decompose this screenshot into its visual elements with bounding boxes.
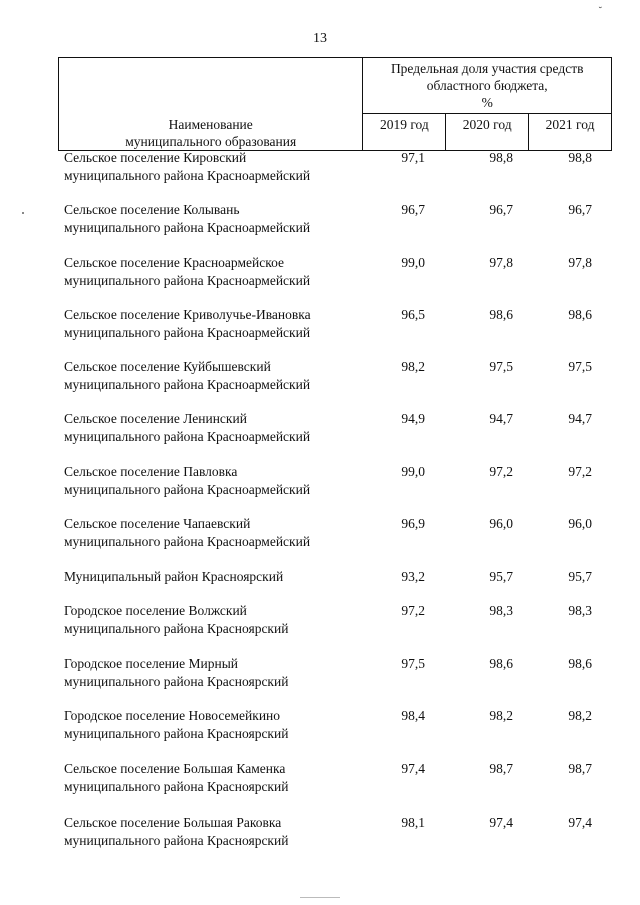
row-name-line: муниципального района Красноармейский bbox=[64, 428, 311, 444]
row-name-line: муниципального района Красноармейский bbox=[64, 376, 311, 392]
row-value-2019: 97,5 bbox=[401, 656, 425, 671]
table-row bbox=[64, 410, 624, 445]
row-value-2020: 98,2 bbox=[489, 708, 513, 723]
row-value-2019: 99,0 bbox=[401, 464, 425, 479]
column-header-share-line-2: областного бюджета, bbox=[426, 78, 548, 93]
table-row bbox=[64, 814, 624, 849]
row-name-line: Сельское поселение Ленинский bbox=[64, 411, 247, 426]
column-header-2021: 2021 год bbox=[529, 114, 612, 151]
scan-mark: ˘ bbox=[598, 6, 602, 17]
row-value-2019: 96,7 bbox=[401, 202, 425, 217]
table-row bbox=[64, 201, 624, 236]
row-value-2019: 97,4 bbox=[401, 761, 425, 776]
row-name bbox=[64, 602, 364, 637]
row-value-2021: 96,7 bbox=[568, 202, 592, 217]
row-value-2020: 96,0 bbox=[489, 516, 513, 531]
row-value-2020: 97,2 bbox=[489, 464, 513, 479]
row-value-2021: 97,4 bbox=[568, 815, 592, 830]
row-value-2020: 95,7 bbox=[489, 569, 513, 584]
row-name bbox=[64, 358, 364, 393]
column-header-name-line-1: Наименование bbox=[168, 117, 253, 132]
row-name bbox=[64, 306, 364, 341]
row-name bbox=[64, 760, 364, 795]
table-row bbox=[64, 568, 624, 586]
row-value-2020: 98,6 bbox=[489, 307, 513, 322]
row-name-line: Сельское поселение Павловка bbox=[64, 464, 238, 479]
column-header-name bbox=[59, 58, 363, 151]
row-name-line: муниципального района Красноярский bbox=[64, 832, 289, 848]
row-name-line: муниципального района Красноармейский bbox=[64, 533, 311, 549]
row-value-2021: 98,7 bbox=[568, 761, 592, 776]
table-row bbox=[64, 655, 624, 690]
row-name-line: Сельское поселение Куйбышевский bbox=[64, 359, 271, 374]
row-value-2019: 98,2 bbox=[401, 359, 425, 374]
row-value-2021: 97,8 bbox=[568, 255, 592, 270]
row-name-line: муниципального района Красноармейский bbox=[64, 272, 311, 288]
row-name bbox=[64, 410, 364, 445]
table-row bbox=[64, 149, 624, 184]
row-value-2021: 98,6 bbox=[568, 656, 592, 671]
table-row bbox=[64, 760, 624, 795]
row-value-2021: 97,5 bbox=[568, 359, 592, 374]
table-row bbox=[64, 515, 624, 550]
table-row bbox=[64, 358, 624, 393]
row-name-line: Сельское поселение Чапаевский bbox=[64, 516, 251, 531]
table-row bbox=[64, 463, 624, 498]
table-row bbox=[64, 254, 624, 289]
row-name-line: муниципального района Красноярский bbox=[64, 778, 289, 794]
page-number: 13 bbox=[313, 31, 327, 46]
row-value-2020: 97,4 bbox=[489, 815, 513, 830]
row-name-line: муниципального района Красноармейский bbox=[64, 219, 311, 235]
row-name-line: Сельское поселение Криволучье-Ивановка bbox=[64, 307, 311, 322]
row-value-2020: 97,8 bbox=[489, 255, 513, 270]
row-name-line: муниципального района Красноармейский bbox=[64, 167, 311, 183]
row-value-2020: 98,6 bbox=[489, 656, 513, 671]
row-value-2019: 96,9 bbox=[401, 516, 425, 531]
row-value-2020: 98,7 bbox=[489, 761, 513, 776]
row-value-2019: 99,0 bbox=[401, 255, 425, 270]
row-name-line: Сельское поселение Большая Каменка bbox=[64, 761, 286, 776]
row-name bbox=[64, 707, 364, 742]
row-name bbox=[64, 568, 364, 586]
table-header bbox=[58, 57, 612, 151]
row-value-2021: 95,7 bbox=[568, 569, 592, 584]
column-header-2019: 2019 год bbox=[363, 114, 446, 151]
row-value-2021: 98,3 bbox=[568, 603, 592, 618]
column-header-share-line-3: % bbox=[481, 95, 493, 110]
table-row bbox=[64, 306, 624, 341]
row-name bbox=[64, 254, 364, 289]
row-name-line: муниципального района Красноармейский bbox=[64, 324, 311, 340]
row-name-line: Городское поселение Мирный bbox=[64, 656, 238, 671]
row-name-line: муниципального района Красноармейский bbox=[64, 481, 311, 497]
row-name-line: Муниципальный район Красноярский bbox=[64, 569, 284, 584]
row-value-2021: 98,2 bbox=[568, 708, 592, 723]
row-value-2021: 96,0 bbox=[568, 516, 592, 531]
row-value-2019: 94,9 bbox=[401, 411, 425, 426]
column-header-share bbox=[363, 58, 612, 114]
row-name-line: Сельское поселение Большая Раковка bbox=[64, 815, 282, 830]
row-name-line: муниципального района Красноярский bbox=[64, 725, 289, 741]
row-name bbox=[64, 655, 364, 690]
row-name bbox=[64, 515, 364, 550]
row-name-line: Сельское поселение Кировский bbox=[64, 150, 247, 165]
row-name-line: муниципального района Красноярский bbox=[64, 620, 289, 636]
row-name-line: Городское поселение Новосемейкино bbox=[64, 708, 281, 723]
row-name-line: муниципального района Красноярский bbox=[64, 673, 289, 689]
row-name bbox=[64, 149, 364, 184]
row-value-2021: 98,6 bbox=[568, 307, 592, 322]
row-value-2019: 97,1 bbox=[401, 150, 425, 165]
row-value-2020: 98,3 bbox=[489, 603, 513, 618]
row-value-2019: 93,2 bbox=[401, 569, 425, 584]
row-name bbox=[64, 463, 364, 498]
row-name-line: Сельское поселение Красноармейское bbox=[64, 255, 284, 270]
row-value-2019: 98,1 bbox=[401, 815, 425, 830]
row-value-2019: 98,4 bbox=[401, 708, 425, 723]
column-header-2020: 2020 год bbox=[446, 114, 529, 151]
row-name-line: Городское поселение Волжский bbox=[64, 603, 247, 618]
table-row bbox=[64, 602, 624, 637]
row-name-line: Сельское поселение Колывань bbox=[64, 202, 240, 217]
row-value-2019: 96,5 bbox=[401, 307, 425, 322]
column-header-share-line-1: Предельная доля участия средств bbox=[390, 61, 584, 76]
table-row bbox=[64, 707, 624, 742]
row-value-2020: 97,5 bbox=[489, 359, 513, 374]
row-value-2020: 98,8 bbox=[489, 150, 513, 165]
row-name bbox=[64, 201, 364, 236]
row-value-2021: 97,2 bbox=[568, 464, 592, 479]
row-value-2019: 97,2 bbox=[401, 603, 425, 618]
row-value-2020: 96,7 bbox=[489, 202, 513, 217]
row-value-2021: 94,7 bbox=[568, 411, 592, 426]
row-value-2021: 98,8 bbox=[568, 150, 592, 165]
column-header-name-line-2: муниципального образования bbox=[125, 134, 297, 149]
scan-dot bbox=[22, 212, 24, 214]
scan-line bbox=[300, 897, 340, 898]
row-name bbox=[64, 814, 364, 849]
row-value-2020: 94,7 bbox=[489, 411, 513, 426]
